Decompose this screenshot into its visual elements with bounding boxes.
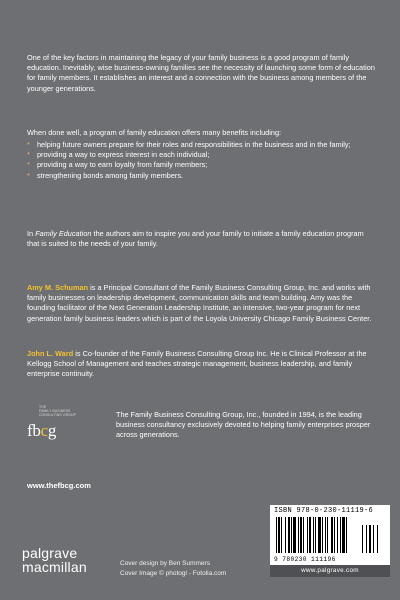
isbn-barcode — [270, 505, 390, 565]
author-bio-schuman — [27, 283, 377, 324]
publisher-url[interactable]: www.palgrave.com — [270, 565, 390, 577]
aim-text-after: the authors aim to inspire you and your family to initiate a family education program that is suited to the needs of your family. — [27, 229, 364, 249]
cover-credits — [120, 559, 226, 578]
bullet-marker: * — [27, 150, 30, 160]
firm-website-link[interactable]: www.thefbcg.com — [27, 481, 91, 490]
barcode-digits: 9 780230 111196 — [274, 556, 336, 563]
logo-letters: fb — [27, 421, 41, 440]
benefit-text: providing a way to express interest in each individual; — [37, 150, 210, 160]
publisher-name-line2: macmillan — [22, 559, 87, 575]
aim-text-before: In — [27, 229, 36, 238]
fbcg-logo-wordmark — [27, 421, 56, 441]
author-bio-text: is a Principal Consultant of the Family Business Consulting Group, Inc. and works with family businesses on leadership development, communication skills and team building. Amy was the founding facilitator of the Next Generation Leadership Institute, an intensive, two-year program for next generation family business leaders which is part of the Loyola University Chicago Family Business Center. — [27, 283, 372, 323]
author-bio-text: is Co-founder of the Family Business Consulting Group Inc. He is Clinical Professor at the Kellogg School of Management and teaches strategic management, business leadership, and family enterprise continuity. — [27, 349, 367, 379]
author-name: Amy M. Schuman — [27, 283, 89, 292]
benefit-text: providing a way to earn loyalty from family members; — [37, 160, 208, 170]
book-title-inline: Family Education — [35, 229, 92, 238]
author-bio-ward — [27, 349, 377, 380]
benefits-list — [27, 140, 377, 181]
benefit-text: helping future owners prepare for their roles and responsibilities in the business and in the family; — [37, 140, 351, 149]
logo-letters: g — [47, 421, 57, 440]
logo-letters: c — [40, 421, 48, 440]
logo-caption-line: THE — [39, 405, 47, 409]
benefit-item — [27, 171, 377, 181]
benefit-text: strengthening bonds among family members. — [37, 170, 184, 180]
firm-description: The Family Business Consulting Group, Inc., founded in 1994, is the leading business consultancy exclusively devoted to helping family enterprises prosper across generations. — [116, 410, 371, 440]
bullet-marker: * — [27, 140, 30, 149]
book-aim-paragraph — [27, 229, 377, 249]
benefit-item — [27, 150, 377, 160]
publisher-name-line1: palgrave — [22, 545, 78, 561]
author-name: John L. Ward — [27, 349, 74, 358]
fbcg-logo-caption — [39, 405, 76, 417]
publisher-logo — [22, 546, 87, 574]
bullet-marker: * — [27, 170, 30, 180]
logo-caption-line: CONSULTING GROUP — [39, 413, 76, 417]
isbn-number: ISBN 978-0-230-11119-6 — [274, 507, 374, 515]
fbcg-logo — [27, 405, 87, 460]
benefits-intro: When done well, a program of family education offers many benefits including: — [27, 128, 282, 137]
benefit-item — [27, 140, 377, 150]
intro-paragraph: One of the key factors in maintaining the legacy of your family business is a good program of family education. Inevitably, wise business-owning families see the necessity of launching some form of education for family members. It establishes an interest and a connection with the business among members of the younger generations. — [27, 53, 375, 93]
barcode-bars — [274, 515, 386, 555]
logo-caption-line: FAMILY BUSINESS — [39, 409, 71, 413]
bullet-marker: * — [27, 160, 30, 170]
cover-design-credit: Cover design by Ben Summers — [120, 560, 210, 567]
cover-image-credit: Cover Image © photogl - Fotolia.com — [120, 569, 227, 577]
benefit-item — [27, 160, 377, 170]
